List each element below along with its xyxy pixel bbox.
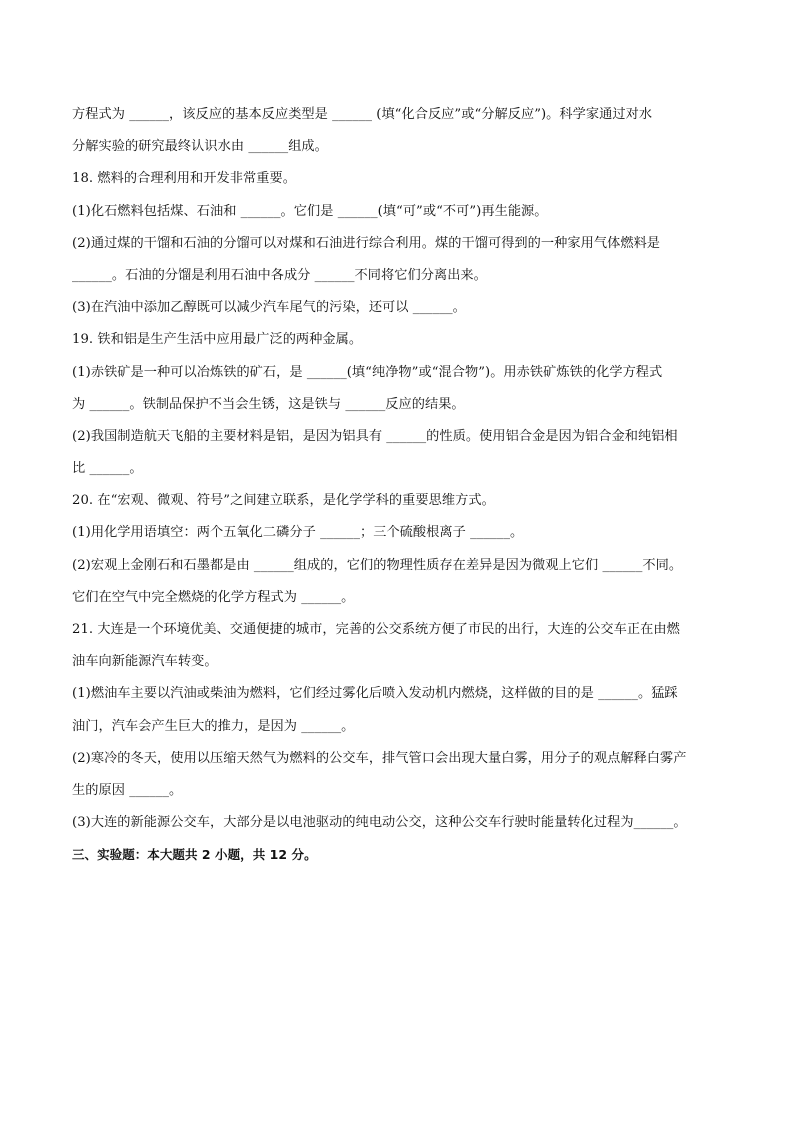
text-line: (1)化石燃料包括煤、石油和 ______。它们是 ______(填“可”或“不可”)再生能源。 (72, 203, 548, 219)
text-line: 生的原因 ______。 (72, 782, 183, 798)
text-line: 它们在空气中完全燃烧的化学方程式为 ______。 (72, 589, 355, 605)
text-line: 比 ______。 (72, 461, 143, 477)
text-line: (3)在汽油中添加乙醇既可以减少汽车尾气的污染，还可以 ______。 (72, 300, 466, 316)
text-line: ______。石油的分馏是利用石油中各成分 ______不同将它们分离出来。 (72, 267, 487, 283)
text-line: 分解实验的研究最终认识水由 ______组成。 (72, 139, 328, 155)
text-line: (1)燃油车主要以汽油或柴油为燃料，它们经过雾化后喷入发动机内燃烧，这样做的目的是 ______。猛踩 (72, 686, 678, 702)
question-19-stem: 19. 铁和铝是生产生活中应用最广泛的两种金属。 (72, 332, 363, 348)
text-line: (3)大连的新能源公交车，大部分是以电池驱动的纯电动公交，这种公交车行驶时能量转化过程为______。 (72, 815, 687, 831)
text-line: 为 ______。铁制品保护不当会生锈，这是铁与 ______反应的结果。 (72, 396, 465, 412)
text-line: 方程式为 ______，该反应的基本反应类型是 ______ (填“化合反应”或“分解反应”)。科学家通过对水 (72, 107, 653, 122)
text-line: 油车向新能源汽车转变。 (72, 654, 218, 670)
question-18-stem: 18. 燃料的合理利用和开发非常重要。 (72, 171, 296, 187)
text-line: 油门，汽车会产生巨大的推力，是因为 ______。 (72, 718, 355, 734)
text-line: (2)宏观上金刚石和石墨都是由 ______组成的，它们的物理性质存在差异是因为微观上它们 ______不同。 (72, 557, 683, 573)
document-page (72, 99, 722, 872)
question-20-stem: 20. 在“宏观、微观、符号”之间建立联系，是化学学科的重要思维方式。 (72, 493, 495, 509)
text-line: (2)我国制造航天飞船的主要材料是铝，是因为铝具有 ______的性质。使用铝合金是因为铝合金和纯铝相 (72, 428, 678, 444)
text-line: (1)用化学用语填空：两个五氧化二磷分子 ______；三个硫酸根离子 ______。 (72, 525, 524, 541)
question-21-stem: 21. 大连是一个环境优美、交通便捷的城市，完善的公交系统方便了市民的出行，大连的公交车正在由燃 (72, 622, 680, 637)
text-line: (2)寒冷的冬天，使用以压缩天然气为燃料的公交车，排气管口会出现大量白雾，用分子的观点解释白雾产 (72, 750, 687, 766)
section-heading: 三、实验题：本大题共 2 小题，共 12 分。 (72, 847, 317, 863)
text-line: (2)通过煤的干馏和石油的分馏可以对煤和石油进行综合利用。煤的干馏可得到的一种家用气体燃料是 (72, 235, 661, 251)
text-line: (1)赤铁矿是一种可以冶炼铁的矿石，是 ______(填“纯净物”或“混合物”)。用赤铁矿炼铁的化学方程式 (72, 364, 663, 380)
